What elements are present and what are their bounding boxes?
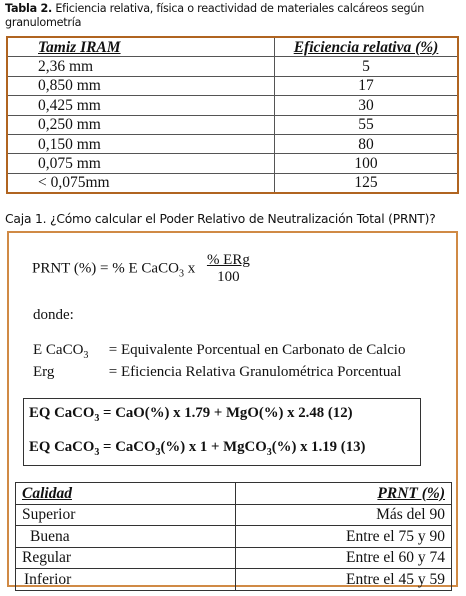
efficiency-cell: 55 bbox=[275, 115, 459, 134]
equation-rhs-subscript: 3 bbox=[155, 446, 161, 458]
table-2-caption bbox=[5, 2, 461, 30]
equations-box bbox=[23, 398, 421, 466]
column-header-sieve: Tamiz IRAM bbox=[7, 37, 275, 57]
table-row bbox=[7, 76, 458, 95]
equation-lhs-subscript: 3 bbox=[94, 446, 100, 458]
definition-symbol bbox=[33, 364, 105, 386]
equation-rhs-part3: (%) x 1.19 (13) bbox=[271, 439, 366, 455]
table-header-row bbox=[16, 483, 452, 505]
prnt-cell: Entre el 60 y 74 bbox=[236, 547, 452, 569]
efficiency-cell: 100 bbox=[275, 154, 459, 173]
table-row bbox=[16, 526, 452, 548]
box-1-caption: Caja 1. ¿Cómo calcular el Poder Relativo de Neutralización Total (PRNT)? bbox=[5, 212, 436, 226]
formula-fraction bbox=[205, 252, 252, 286]
sieve-cell: 0,150 mm bbox=[7, 134, 275, 153]
column-header-quality: Calidad bbox=[16, 483, 236, 505]
definition-row bbox=[33, 364, 405, 386]
table-row bbox=[7, 134, 458, 153]
donde-label: donde: bbox=[33, 307, 74, 323]
sieve-cell: 2,36 mm bbox=[7, 57, 275, 76]
equation-12 bbox=[29, 405, 353, 424]
table-header-row bbox=[7, 37, 458, 57]
caption-text: Eficiencia relativa, física o reactividad de materiales calcáreos según granulometría bbox=[5, 2, 425, 29]
equation-13 bbox=[29, 439, 365, 458]
definition-symbol-text: Erg bbox=[33, 364, 55, 380]
table-row bbox=[7, 57, 458, 76]
definition-row bbox=[33, 342, 405, 364]
quality-cell: Regular bbox=[16, 547, 236, 569]
equation-rhs-part2-subscript: 3 bbox=[266, 446, 272, 458]
quality-cell: Superior bbox=[16, 504, 236, 526]
sieve-cell: 0,075 mm bbox=[7, 154, 275, 173]
table-row bbox=[7, 115, 458, 134]
equation-rhs: = CaO(%) x 1.79 + MgO(%) x 2.48 (12) bbox=[99, 405, 353, 421]
equation-lhs: EQ CaCO bbox=[29, 405, 95, 421]
equation-rhs: = CaCO bbox=[99, 439, 156, 455]
quality-cell: Buena bbox=[16, 526, 236, 548]
efficiency-cell: 125 bbox=[275, 173, 459, 193]
equation-rhs-part2: (%) x 1 + MgCO bbox=[160, 439, 267, 455]
efficiency-cell: 30 bbox=[275, 96, 459, 115]
formula-times: x bbox=[183, 260, 199, 277]
table-row bbox=[16, 504, 452, 526]
sieve-cell: < 0,075mm bbox=[7, 173, 275, 193]
definition-symbol bbox=[33, 342, 105, 364]
table-row bbox=[16, 547, 452, 569]
formula-numerator: % ERg bbox=[206, 252, 250, 268]
sieve-cell: 0,425 mm bbox=[7, 96, 275, 115]
efficiency-cell: 80 bbox=[275, 134, 459, 153]
sieve-cell: 0,850 mm bbox=[7, 76, 275, 95]
definition-symbol-subscript: 3 bbox=[83, 350, 89, 361]
efficiency-cell: 5 bbox=[275, 57, 459, 76]
formula-denominator: 100 bbox=[217, 269, 240, 285]
table-row bbox=[7, 173, 458, 193]
prnt-cell: Entre el 45 y 59 bbox=[236, 569, 452, 591]
equation-lhs: EQ CaCO bbox=[29, 439, 95, 455]
column-header-efficiency: Eficiencia relativa (%) bbox=[275, 37, 459, 57]
efficiency-cell: 17 bbox=[275, 76, 459, 95]
equation-lhs-subscript: 3 bbox=[94, 412, 100, 424]
prnt-cell: Entre el 75 y 90 bbox=[236, 526, 452, 548]
prnt-cell: Más del 90 bbox=[236, 504, 452, 526]
definition-text: = Equivalente Porcentual en Carbonato de Calcio bbox=[105, 342, 406, 358]
column-header-prnt: PRNT (%) bbox=[236, 483, 452, 505]
definition-text: = Eficiencia Relativa Granulométrica Porcentual bbox=[105, 364, 402, 380]
sieve-cell: 0,250 mm bbox=[7, 115, 275, 134]
table-row bbox=[16, 569, 452, 591]
prnt-formula bbox=[32, 252, 252, 286]
formula-lhs-subscript: 3 bbox=[178, 268, 184, 280]
efficiency-table bbox=[6, 36, 459, 194]
table-row bbox=[7, 96, 458, 115]
definitions bbox=[33, 342, 405, 386]
table-row bbox=[7, 154, 458, 173]
formula-lhs: PRNT (%) = % E CaCO bbox=[32, 260, 179, 277]
quality-cell: Inferior bbox=[16, 569, 236, 591]
caption-label: Tabla 2. bbox=[5, 2, 53, 15]
quality-table bbox=[15, 482, 452, 591]
definition-symbol-text: E CaCO bbox=[33, 342, 84, 358]
